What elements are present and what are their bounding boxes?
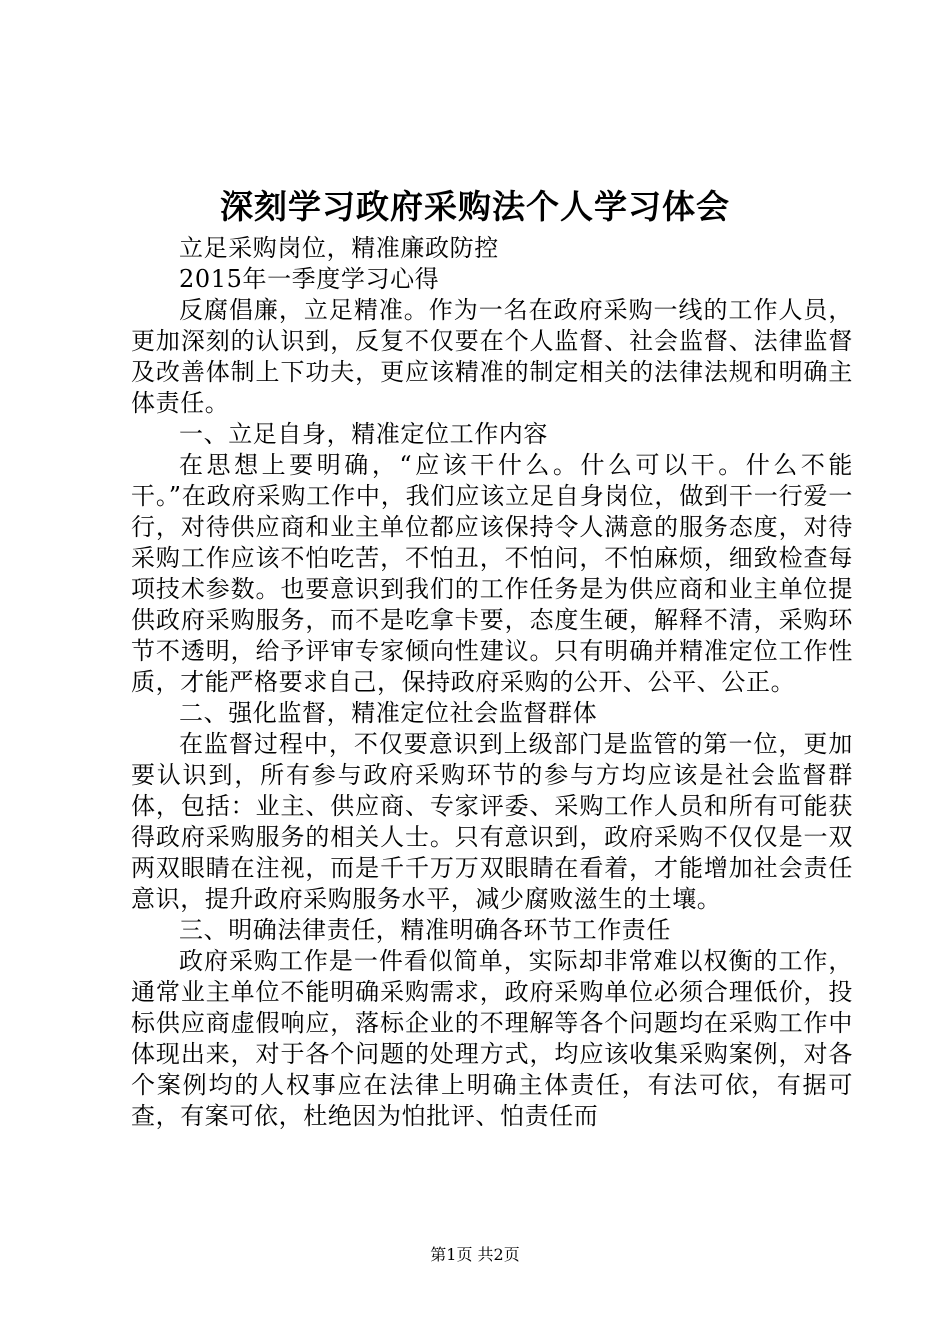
document-body — [131, 233, 853, 1132]
section-heading: 一、立足自身，精准定位工作内容 — [179, 420, 548, 448]
body-paragraph: 反腐倡廉，立足精准。作为一名在政府采购一线的工作人员，更加深刻的认识到，反复不仅要在个人监督、社会监督、法律监督及改善体制上下功夫，更应该精准的制定相关的法律法规和明确主体责任。 — [131, 296, 853, 417]
body-paragraph: 政府采购工作是一件看似简单，实际却非常难以权衡的工作，通常业主单位不能明确采购需求，政府采购单位必须合理低价，投标供应商虚假响应，落标企业的不理解等各个问题均在采购工作中体现出来，对于各个问题的处理方式，均应该收集采购案例，对各个案例均的人权事应在法律上明确主体责任，有法可依，有据可查，有案可依，杜绝因为怕批评、怕责任而 — [131, 947, 853, 1130]
body-paragraph: 在思想上要明确，“应该干什么。什么可以干。什么不能干。”在政府采购工作中，我们应该立足自身岗位，做到干一行爱一行，对待供应商和业主单位都应该保持令人满意的服务态度，对待采购工作应该不怕吃苦，不怕丑，不怕问，不怕麻烦，细致检查每项技术参数。也要意识到我们的工作任务是为供应商和业主单位提供政府采购服务，而不是吃拿卡要，态度生硬，解释不清，采购环节不透明，给予评审专家倾向性建议。只有明确并精准定位工作性质，才能严格要求自己，保持政府采购的公开、公平、公正。 — [131, 451, 853, 696]
body-paragraph: 在监督过程中，不仅要意识到上级部门是监管的第一位，更加要认识到，所有参与政府采购环节的参与方均应该是社会监督群体，包括：业主、供应商、专家评委、采购工作人员和所有可能获得政府采购服务的相关人士。只有意识到，政府采购不仅仅是一双两双眼睛在注视，而是千千万万双眼睛在看着，才能增加社会责任意识，提升政府采购服务水平，减少腐败滋生的土壤。 — [131, 730, 853, 913]
page-number-footer: 第1页 共2页 — [430, 1245, 520, 1264]
section-heading: 三、明确法律责任，精准明确各环节工作责任 — [179, 916, 671, 944]
section-heading: 二、强化监督，精准定位社会监督群体 — [179, 699, 598, 727]
document-title: 深刻学习政府采购法个人学习体会 — [220, 187, 730, 226]
subtitle-line: 立足采购岗位，精准廉政防控 — [179, 234, 499, 262]
subtitle-line: 2015年一季度学习心得 — [179, 265, 440, 293]
